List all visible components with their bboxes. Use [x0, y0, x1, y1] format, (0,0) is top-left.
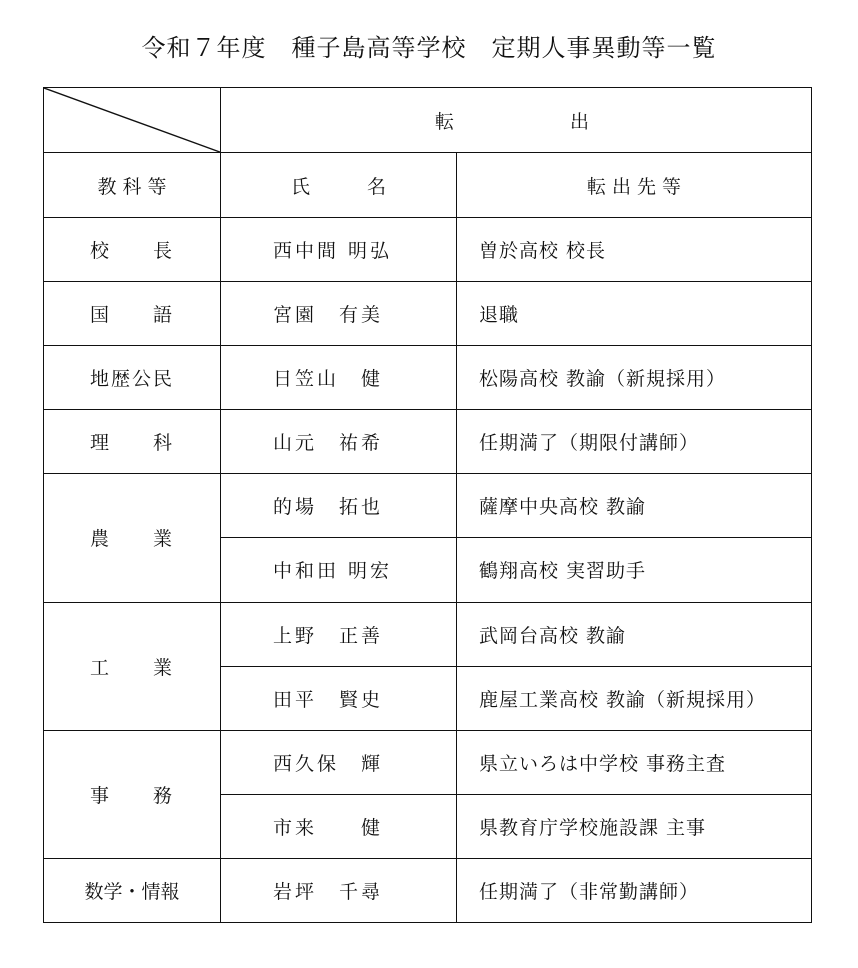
destination-cell: 県立いろは中学校 事務主査: [457, 730, 812, 794]
subject-cell: 理 科: [44, 410, 221, 474]
destination-cell: 曽於高校 校長: [457, 218, 812, 282]
table-row: [44, 858, 812, 922]
destination-cell: 県教育庁学校施設課 主事: [457, 794, 812, 858]
diagonal-corner-cell: [44, 88, 221, 153]
page-title: 令和７年度 種子島高等学校 定期人事異動等一覧: [141, 34, 717, 62]
transfer-out-header: 転 出: [221, 88, 812, 153]
name-cell: 的場 拓也: [221, 474, 457, 538]
destination-cell: 鶴翔高校 実習助手: [457, 538, 812, 602]
table-row: [44, 602, 812, 666]
name-cell: 岩坪 千尋: [221, 858, 457, 922]
name-cell: 上野 正善: [221, 602, 457, 666]
name-column-header: 氏 名: [221, 153, 457, 218]
subject-cell: 工 業: [44, 602, 221, 730]
name-cell: 山元 祐希: [221, 410, 457, 474]
destination-cell: 任期満了（期限付講師）: [457, 410, 812, 474]
destination-cell: 退職: [457, 282, 812, 346]
subject-cell: 事 務: [44, 730, 221, 858]
name-cell: 日笠山 健: [221, 346, 457, 410]
name-cell: 市来 健: [221, 794, 457, 858]
subject-column-header: 教 科 等: [44, 153, 221, 218]
table-row: [44, 218, 812, 282]
table-row: [44, 730, 812, 794]
subject-cell: 地歴公民: [44, 346, 221, 410]
destination-column-header: 転 出 先 等: [457, 153, 812, 218]
table-row: [44, 282, 812, 346]
name-cell: 西久保 輝: [221, 730, 457, 794]
destination-cell: 薩摩中央高校 教諭: [457, 474, 812, 538]
subject-cell: 数学・情報: [44, 858, 221, 922]
subject-cell: 農 業: [44, 474, 221, 602]
destination-cell: 鹿屋工業高校 教諭（新規採用）: [457, 666, 812, 730]
subject-cell: 国 語: [44, 282, 221, 346]
diagonal-line: [44, 88, 220, 152]
name-cell: 田平 賢史: [221, 666, 457, 730]
column-header-row: [44, 153, 812, 218]
destination-cell: 松陽高校 教諭（新規採用）: [457, 346, 812, 410]
name-cell: 中和田 明宏: [221, 538, 457, 602]
subject-cell: 校 長: [44, 218, 221, 282]
destination-cell: 任期満了（非常勤講師）: [457, 858, 812, 922]
table-row: [44, 474, 812, 538]
table-row: [44, 346, 812, 410]
personnel-table: [43, 87, 812, 923]
destination-cell: 武岡台高校 教諭: [457, 602, 812, 666]
name-cell: 西中間 明弘: [221, 218, 457, 282]
table-header-row: [44, 88, 812, 153]
name-cell: 宮園 有美: [221, 282, 457, 346]
table-row: [44, 410, 812, 474]
